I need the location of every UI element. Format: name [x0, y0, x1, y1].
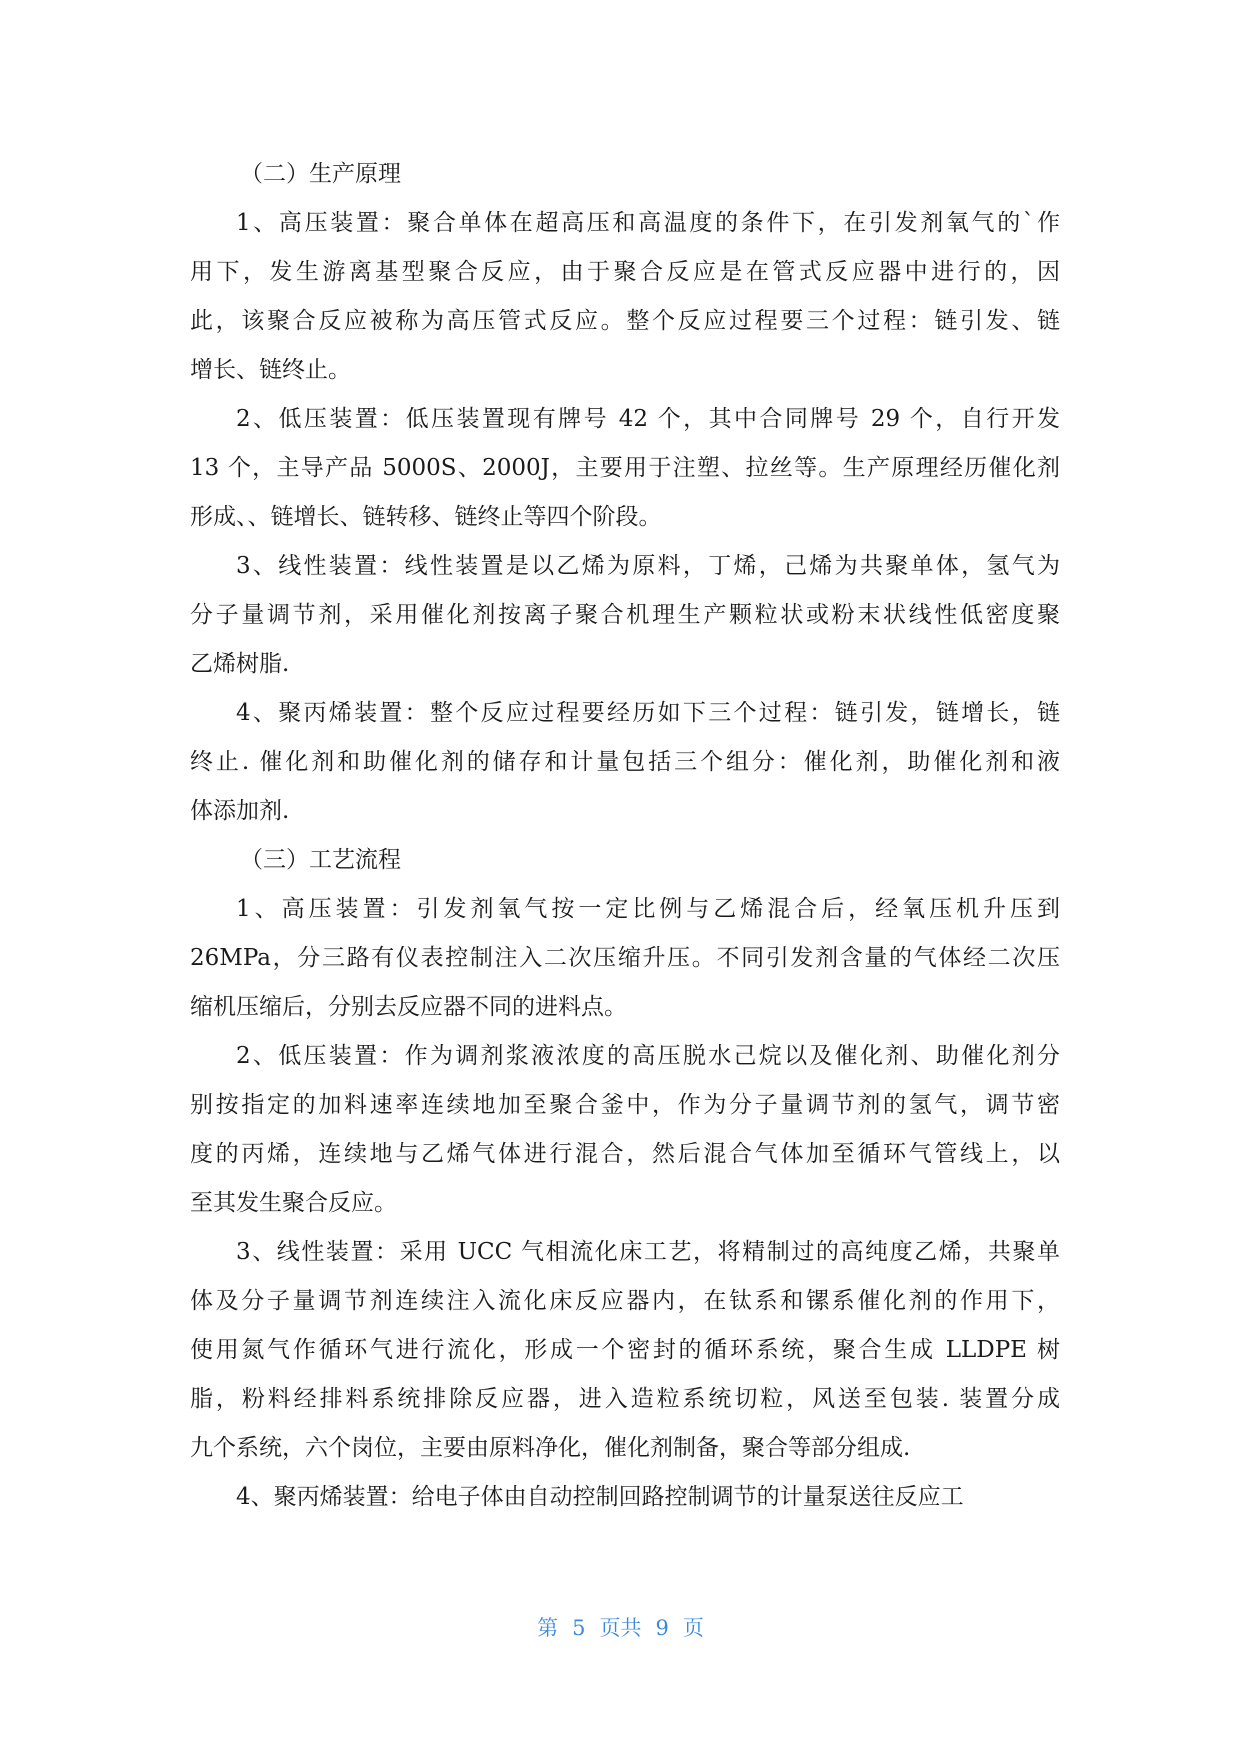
paragraph — [190, 1032, 1060, 1228]
paragraph-line: 13 个，主导产品 5000S、2000J，主要用于注塑、拉丝等。生产原理经历催化剂 — [190, 455, 1060, 481]
footer-prefix: 第 — [537, 1616, 559, 1640]
section-heading: （二）生产原理 — [240, 161, 401, 187]
paragraph-line: 九个系统，六个岗位，主要由原料净化，催化剂制备，聚合等部分组成. — [190, 1435, 911, 1461]
paragraph-line: 1、高压装置：引发剂氧气按一定比例与乙烯混合后，经氧压机升压到 — [236, 896, 1060, 922]
paragraph-line: 4、聚丙烯装置：给电子体由自动控制回路控制调节的计量泵送往反应工 — [236, 1484, 964, 1510]
paragraph — [190, 395, 1060, 542]
paragraph-line: 1、高压装置：聚合单体在超高压和高温度的条件下，在引发剂氧气的`作 — [236, 210, 1060, 236]
paragraph-line: 体添加剂. — [190, 798, 290, 824]
paragraph — [190, 1473, 1060, 1522]
paragraph-line: 分子量调节剂，采用催化剂按离子聚合机理生产颗粒状或粉末状线性低密度聚 — [190, 602, 1060, 628]
paragraph — [190, 199, 1060, 395]
paragraph-line: 度的丙烯，连续地与乙烯气体进行混合，然后混合气体加至循环气管线上，以 — [190, 1141, 1060, 1167]
paragraph-line: 使用氮气作循环气进行流化，形成一个密封的循环系统，聚合生成 LLDPE 树 — [190, 1337, 1060, 1363]
paragraph — [190, 885, 1060, 1032]
paragraph — [190, 542, 1060, 689]
paragraph-line: 用下，发生游离基型聚合反应，由于聚合反应是在管式反应器中进行的，因 — [190, 259, 1060, 285]
paragraph — [190, 689, 1060, 836]
paragraph-line: 体及分子量调节剂连续注入流化床反应器内，在钛系和镙系催化剂的作用下， — [190, 1288, 1060, 1314]
paragraph-line: 增长、链终止。 — [190, 357, 351, 383]
footer-suffix: 页 — [682, 1616, 704, 1640]
paragraph-line: 乙烯树脂. — [190, 651, 290, 677]
paragraph-line: 4、聚丙烯装置：整个反应过程要经历如下三个过程：链引发，链增长，链 — [236, 700, 1060, 726]
paragraph-line: 3、线性装置：线性装置是以乙烯为原料，丁烯，己烯为共聚单体，氢气为 — [236, 553, 1060, 579]
paragraph-line: 2、低压装置：作为调剂浆液浓度的高压脱水己烷以及催化剂、助催化剂分 — [236, 1043, 1060, 1069]
section-heading: （三）工艺流程 — [240, 847, 401, 873]
paragraph-line: 2、低压装置：低压装置现有牌号 42 个，其中合同牌号 29 个，自行开发 — [236, 406, 1060, 432]
paragraph-line: 形成、、链增长、链转移、链终止等四个阶段。 — [190, 504, 662, 530]
paragraph-line: 26MPa，分三路有仪表控制注入二次压缩升压。不同引发剂含量的气体经二次压 — [190, 945, 1060, 971]
footer-current-page: 5 — [572, 1616, 586, 1640]
paragraph-line: 此，该聚合反应被称为高压管式反应。整个反应过程要三个过程：链引发、链 — [190, 308, 1060, 334]
paragraph — [190, 1228, 1060, 1473]
footer-middle: 页共 — [599, 1616, 642, 1640]
paragraph-line: 3、线性装置：采用 UCC 气相流化床工艺，将精制过的高纯度乙烯，共聚单 — [236, 1239, 1060, 1265]
document-body — [190, 150, 1060, 1522]
paragraph-line: 至其发生聚合反应。 — [190, 1190, 397, 1216]
paragraph-line: 缩机压缩后，分别去反应器不同的进料点。 — [190, 994, 627, 1020]
paragraph-line: 别按指定的加料速率连续地加至聚合釜中，作为分子量调节剂的氢气，调节密 — [190, 1092, 1060, 1118]
footer-total-pages: 9 — [655, 1616, 669, 1640]
page-footer — [0, 1612, 1241, 1642]
paragraph-line: 脂，粉料经排料系统排除反应器，进入造粒系统切粒，风送至包装. 装置分成 — [190, 1386, 1060, 1412]
paragraph-line: 终止. 催化剂和助催化剂的储存和计量包括三个组分：催化剂，助催化剂和液 — [190, 749, 1060, 775]
